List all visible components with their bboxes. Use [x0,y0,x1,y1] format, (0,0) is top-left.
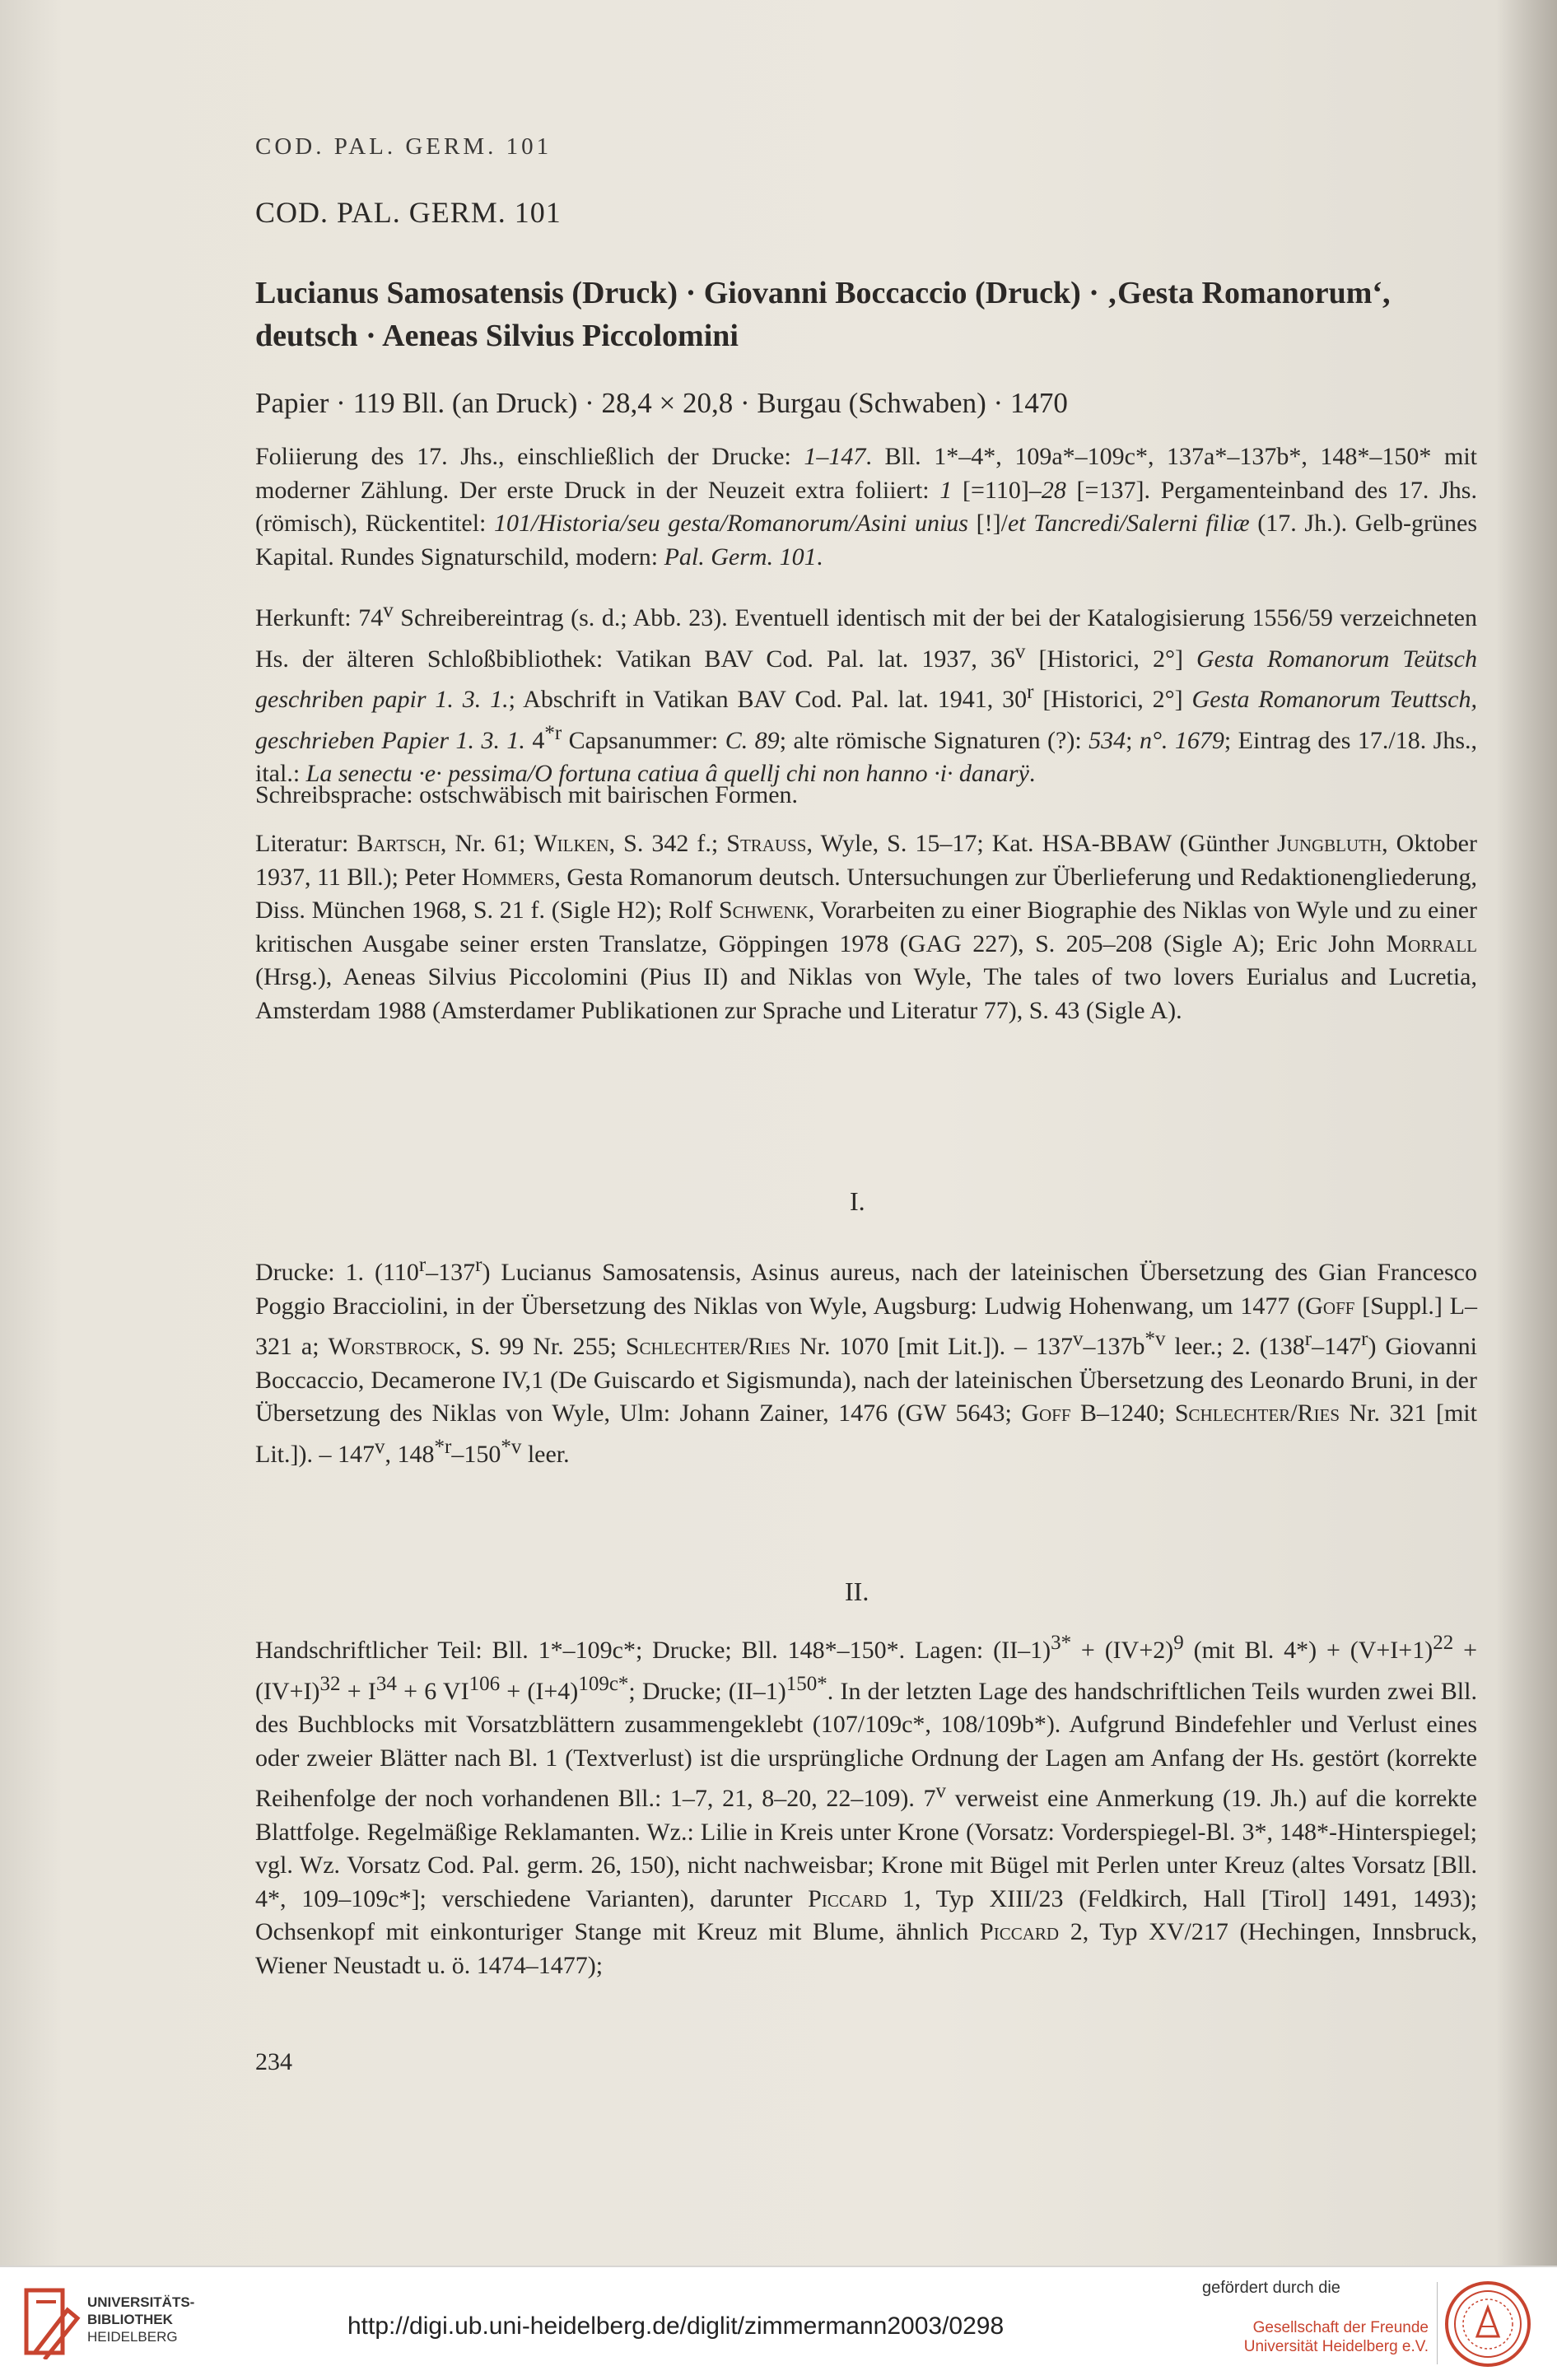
supported-by-label: gefördert durch die [1202,2279,1340,2297]
viewer-footer [0,2266,1557,2380]
running-head: COD. PAL. GERM. 101 [255,133,552,160]
main-title: Lucianus Samosatensis (Druck) · Giovanni Boccaccio (Druck) · ‚Gesta Romanorum‘, deutsch · Aeneas Silvius Piccolomini [255,276,1391,353]
library-logo-icon [23,2285,81,2359]
paragraph-handschriftlicher-teil: Handschriftlicher Teil: Bll. 1*–109c*; Drucke; Bll. 148*–150*. Lagen: $(II-1)^{3*} + (IV+2)^9$ (mit Bl. $4*) + (V+I+1)^{22} + (IV+I)^{32} + I^{34} + 6$ $VI^{106} + (I+4)^{109c*}$; Drucke; $(II-1)^{150*}$. In der letzten Lage des handschriftlichen Teils wurden zwei Bll. des Buchblocks mit Vorsatzblättern zusammengeklebt (107/109c*, 108/109b*). Aufgrund Bindefehler und Verlust eines oder zweier Blätter nach Bl. 1 (Textverlust) ist die ursprüngliche Ordnung der Lagen am Anfang der Hs. gestört (korrekte Reihenfolge der noch vorhandenen Bll.: 1–7, 21, 8–20, 22–109). 7$^v$ verweist eine Anmerkung (19. Jh.) auf die korrekte Blattfolge. Regelmäßige Reklamanten. Wz.: Lilie in Kreis unter Krone (Vorsatz: Vorderspiegel-Bl. 3*, 148*-Hinterspiegel; vgl. Wz. Vorsatz Cod. Pal. germ. 26, 150), nicht nachweisbar; Krone mit Bügel mit Perlen unter Kreuz (altes Vorsatz [Bll. 4*, 109–109c*]; verschiedene Varianten), darunter Piccard 1, Typ XIII/23 (Feldkirch, Hall [Tirol] 1491, 1493); Ochsenkopf mit einkonturiger Stange mit Kreuz mit Blume, ähnlich Piccard 2, Typ XV/217 (Hechingen, Innsbruck, Wiener Neustadt u. ö. 1474–1477); [255,1632,1477,1979]
section-numeral-2: II. [845,1577,869,1606]
footer-divider [1437,2282,1438,2364]
paragraph-foliierung: Foliierung des 17. Jhs., einschließlich der Drucke: 1–147. Bll. 1*–4*, 109a*–109c*, 137a*–137b*, 148*–150* mit moderner Zählung. Der erste Druck in der Neuzeit extra foliiert: 1 [=110]–28 [=137]. Pergamenteinband des 17. Jhs. (römisch), Rückentitel: 101/Historia/seu gesta/Romanorum/Asini unius [!]/et Tancredi/Salerni filiæ (17. Jh.). Gelb-grünes Kapital. Rundes Signaturschild, modern: Pal. Germ. 101. [255,443,1477,571]
paragraph-literatur: Literatur: Bartsch, Nr. 61; Wilken, S. 342 f.; Strauss, Wyle, S. 15–17; Kat. HSA-BBAW (Günther Jungbluth, Oktober 1937, 11 Bll.); Peter Hommers, Gesta Romanorum deutsch. Untersuchungen zur Überlieferung und Redaktionengliederung, Diss. München 1968, S. 21 f. (Sigle H2); Rolf Schwenk, Vorarbeiten zu einer Biographie des Niklas von Wyle und zu einer kritischen Ausgabe seiner ersten Translatze, Göppingen 1978 (GAG 227), S. 205–208 (Sigle A); Eric John Morrall (Hrsg.), Aeneas Silvius Piccolomini (Pius II) and Niklas von Wyle, The tales of two lovers Eurialus and Lucretia, Amsterdam 1988 (Amsterdamer Publikationen zur Sprache und Literatur 77), S. 43 (Sigle A). [255,830,1477,1024]
page-edge-shadow [1497,0,1557,2266]
section-numeral-1: I. [850,1186,865,1216]
university-seal-icon [1443,2279,1533,2369]
permalink-url[interactable]: http://digi.ub.uni-heidelberg.de/diglit/zimmermann2003/0298 [347,2312,1005,2340]
paragraph-schreibsprache: Schreibsprache: ostschwäbisch mit bairischen Formen. [255,781,799,808]
paragraph-herkunft: Herkunft: 74$^v$ Schreibereintrag (s. d.; Abb. 23). Eventuell identisch mit der bei der Katalogisierung 1556/59 verzeichneten Hs. der älteren Schloßbibliothek: Vatikan BAV Cod. Pal. lat. 1937, 36$^v$ [Historici, 2°] Gesta Romanorum Teütsch geschriben papir 1. 3. 1.; Abschrift in Vatikan BAV Cod. Pal. lat. 1941, 30$^r$ [Historici, 2°] Gesta Romanorum Teuttsch, geschrieben Papier 1. 3. 1. 4$^{*r}$ Capsanummer: C. 89; alte römische Signaturen (?): 534; n°. 1679; Eintrag des 17./18. Jhs., ital.: La senectu ·e· pessima/O fortuna catiua â quellj chi non hanno ·i· danarÿ. [255,599,1477,787]
manuscript-subtitle: Papier · 119 Bll. (an Druck) · 28,4 × 20,8 · Burgau (Schwaben) · 1470 [255,387,1068,419]
sponsor-name: Gesellschaft der Freunde Universität Heidelberg e.V. [1243,2319,1429,2355]
section-title: COD. PAL. GERM. 101 [255,196,562,229]
library-name: UNIVERSITÄTS- BIBLIOTHEK HEIDELBERG [87,2294,195,2345]
paragraph-drucke: Drucke: 1. (110$^r$–137$^r$) Lucianus Samosatensis, Asinus aureus, nach der lateinischen Übersetzung des Gian Francesco Poggio Bracciolini, in der Übersetzung des Niklas von Wyle, Augsburg: Ludwig Hohenwang, um 1477 (Goff [Suppl.] L–321 a; Worstbrock, S. 99 Nr. 255; Schlechter/Ries Nr. 1070 [mit Lit.]). – $137^v-137b^{*v}$ leer.; 2. (138$^r$–147$^r$) Giovanni Boccaccio, Decamerone IV,1 (De Guiscardo et Sigismunda), nach der lateinischen Übersetzung des Leonardo Bruni, in der Übersetzung des Niklas von Wyle, Ulm: Johann Zainer, 1476 (GW 5643; Goff B–1240; Schlechter/Ries Nr. 321 [mit Lit.]). – 147$^v$, 148$^{*r}$–150$^{*v}$ leer. [255,1254,1477,1468]
page-number: 234 [255,2048,292,2075]
